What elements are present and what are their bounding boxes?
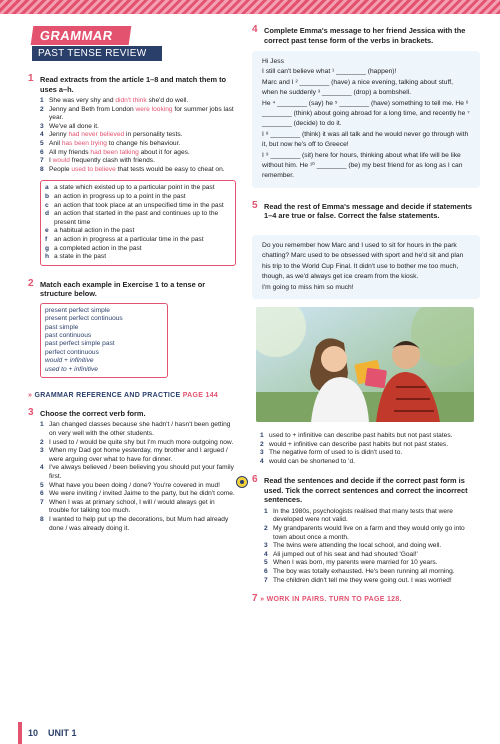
- item-number: 3: [264, 542, 268, 550]
- use-item: [45, 236, 231, 245]
- use-text: an action in progress at a particular time in the past: [54, 235, 204, 243]
- item-text: When my Dad got home yesterday, my brother and I argued / were arguing over what to have for dinner.: [49, 447, 228, 463]
- emma-message-part-1: [252, 51, 480, 188]
- use-letter: b: [45, 192, 50, 200]
- list-item: [40, 516, 236, 533]
- statement-text: would can be shortened to 'd.: [269, 457, 355, 465]
- highlighted-verb: has been trying: [61, 139, 107, 147]
- exercise-5-instruction: [252, 199, 480, 221]
- list-item: [40, 421, 236, 438]
- highlighted-verb: used to believe: [71, 165, 116, 173]
- exercise-7-text: WORK IN PAIRS. TURN TO PAGE 128.: [266, 596, 402, 604]
- highlighted-verb: had been talking: [90, 148, 139, 156]
- use-text: an action that took place at an unspecified time in the past: [54, 201, 224, 209]
- exercise-4-number: 4: [252, 24, 258, 35]
- exercise-1-text: Read extracts from the article 1–8 and match them to uses a–h.: [40, 75, 227, 94]
- top-decorative-stripe: [0, 0, 500, 14]
- exercise-2-instruction: [28, 277, 236, 299]
- item-text: I used to / would be quite shy but I'm much more outgoing now.: [49, 438, 234, 446]
- highlighted-verb: had never believed: [68, 131, 125, 139]
- message-body: Do you remember how Marc and I used to sit for hours in the park chatting? Marc used to be obsessed with sport and he'd sit and plan his trip to the World Cup Final. It didn't use to bother me too much, though, as we'd always get ice cream from the kiosk.: [262, 241, 464, 281]
- couple-illustration: [256, 307, 474, 422]
- use-letter: g: [45, 244, 50, 252]
- message-line: Marc and I ² ________ (have) a nice evening, talking about stuff, when he suddenly ³ ________ (drop) a bombshell.: [262, 78, 453, 97]
- highlighted-verb: would: [52, 157, 70, 165]
- item-text: My grandparents would live on a farm and they would only go into town about once a month.: [273, 524, 465, 541]
- couple-photo: [256, 307, 474, 422]
- statement-number: 4: [260, 457, 264, 465]
- list-item: [264, 525, 480, 542]
- item-number: 1: [40, 97, 44, 104]
- item-text: about it for ages.: [138, 148, 190, 156]
- statement-item: [260, 449, 480, 458]
- structure-item: present perfect simple: [45, 306, 110, 314]
- exercise-2-number: 2: [28, 277, 34, 289]
- list-item: [40, 97, 236, 106]
- message-gap-lines: [262, 67, 470, 181]
- structure-item: past perfect simple past: [45, 340, 115, 348]
- list-item: [264, 551, 480, 560]
- banner-title: GRAMMAR: [31, 26, 132, 45]
- list-item: [40, 149, 236, 158]
- item-text: All my friends: [49, 148, 91, 156]
- use-text: a habitual action in the past: [54, 227, 135, 235]
- statement-item: [260, 441, 480, 450]
- structure-item: used to + infinitive: [45, 365, 98, 373]
- item-text: When I was at primary school, I will / would always get in trouble for talking too much.: [49, 498, 215, 515]
- left-column: [28, 26, 236, 533]
- exercise-3-text: Choose the correct verb form.: [40, 408, 146, 418]
- item-text: I wanted to help put up the decorations, but Mum had already done / was already doing it.: [49, 515, 229, 532]
- item-number: 6: [264, 567, 268, 575]
- structure-item: would + infinitive: [45, 357, 94, 365]
- exercise-5-statements: [260, 432, 480, 466]
- list-item: [40, 140, 236, 149]
- item-text: The children didn't tell me they were going out. I was worried!: [273, 576, 452, 584]
- exercise-1-instruction: [28, 75, 236, 94]
- statement-item: [260, 458, 480, 467]
- exercise-7-number: 7: [252, 593, 258, 605]
- item-number: 3: [40, 447, 44, 455]
- item-number: 7: [40, 498, 44, 506]
- item-text: for summer jobs last year.: [49, 105, 234, 122]
- item-number: 5: [40, 481, 44, 489]
- item-text: Anil: [49, 139, 62, 147]
- list-item: [264, 568, 480, 577]
- item-text: People: [49, 165, 72, 173]
- item-number: 1: [40, 421, 44, 429]
- item-number: 7: [264, 576, 268, 584]
- grammar-reference-text: GRAMMAR REFERENCE AND PRACTICE: [34, 391, 181, 399]
- list-item: [40, 123, 236, 132]
- statement-text: The negative form of used to is didn't used to.: [269, 449, 403, 457]
- use-letter: c: [45, 201, 49, 209]
- list-item: [40, 464, 236, 481]
- use-text: an action that started in the past and continues up to the present time: [54, 210, 219, 226]
- message-line: I ⁹ ________ (sit) here for hours, thinking about what life will be like without him. He ¹⁰ ________ (be) my best friend for as long as I can remember.: [262, 151, 463, 180]
- item-number: 1: [264, 507, 268, 515]
- item-text: Jenny and Beth from London: [49, 105, 136, 113]
- item-number: 2: [40, 438, 44, 446]
- item-text: She was very shy and: [49, 97, 116, 104]
- exercise-5-number: 5: [252, 199, 258, 211]
- list-item: [40, 490, 236, 499]
- exercise-1-extracts: [40, 97, 236, 174]
- item-number: 4: [40, 131, 44, 139]
- exercise-6-instruction: [252, 476, 480, 505]
- item-number: 6: [40, 490, 44, 498]
- page-number: 10: [28, 728, 39, 738]
- unit-label: UNIT 1: [48, 728, 77, 738]
- item-text: The twins were attending the local school, and doing well.: [273, 542, 442, 550]
- structure-item: present perfect continuous: [45, 315, 123, 323]
- audio-icon[interactable]: [236, 476, 248, 488]
- exercise-5-text: Read the rest of Emma's message and decide if statements 1–4 are true or false. Correct the false statements.: [264, 201, 472, 221]
- use-item: [45, 184, 231, 193]
- message-line: I ⁸ ________ (think) it was all talk and he would never go through with it, but now he's off to Greece!: [262, 130, 469, 149]
- item-text: What have you been doing / done? You're covered in mud!: [49, 481, 220, 489]
- use-letter: a: [45, 184, 49, 192]
- item-text: We were inviting / invited Jaime to the party, but he didn't come.: [49, 490, 235, 498]
- highlighted-verb: didn't think: [115, 97, 147, 104]
- list-item: [264, 542, 480, 551]
- item-text: that tests would be easy to cheat on.: [115, 165, 225, 173]
- item-number: 8: [40, 515, 44, 523]
- item-text: We've all done it.: [49, 122, 99, 130]
- exercise-6-number: 6: [252, 474, 258, 486]
- structure-item: past simple: [45, 323, 79, 331]
- item-text: Jenny: [49, 131, 69, 139]
- item-text: The boy was totally exhausted. He's been running all morning.: [273, 567, 455, 575]
- item-text: Jan changed classes because she hadn't / hasn't been getting on very well with the other students.: [49, 421, 231, 438]
- item-number: 5: [40, 139, 44, 147]
- list-item: [40, 439, 236, 448]
- item-text: In the 1980s, psychologists realised that many tests that were developed were not valid.: [273, 507, 453, 524]
- exercise-7-link[interactable]: [252, 593, 480, 604]
- use-text: a state which existed up to a particular point in the past: [54, 184, 215, 192]
- exercise-4-text: Complete Emma's message to her friend Jessica with the correct past tense form of the verbs in brackets.: [264, 26, 466, 45]
- list-item: [40, 447, 236, 464]
- double-chevron-icon: »: [260, 596, 265, 604]
- use-item: [45, 245, 231, 254]
- right-column: [252, 26, 480, 604]
- exercise-1-number: 1: [28, 73, 34, 84]
- exercise-2-structures-box: [40, 303, 168, 378]
- page-footer: [0, 722, 500, 744]
- list-item: [40, 131, 236, 140]
- item-text: I: [49, 157, 53, 165]
- emma-message-part-2: [252, 235, 480, 299]
- item-text: Ali jumped out of his seat and had shouted 'Goal!': [273, 550, 418, 558]
- list-item: [40, 166, 236, 175]
- list-item: [264, 559, 480, 568]
- item-text: to change his behaviour.: [106, 139, 181, 147]
- item-number: 5: [264, 559, 268, 567]
- statement-text: would + infinitive can describe past habits but not past states.: [269, 440, 449, 448]
- item-number: 3: [40, 122, 44, 130]
- exercise-6-items: [264, 508, 480, 585]
- message-line: I still can't believe what ¹ ________ (happen)!: [262, 68, 397, 76]
- statement-text: used to + infinitive can describe past habits but not past states.: [269, 431, 453, 439]
- exercise-1-uses-box: [40, 180, 236, 265]
- item-number: 2: [40, 105, 44, 113]
- structure-item: perfect continuous: [45, 348, 99, 356]
- item-number: 8: [40, 165, 44, 173]
- item-text: When I was born, my parents were married for 10 years.: [273, 559, 438, 567]
- exercise-3-number: 3: [28, 406, 34, 418]
- item-number: 6: [40, 148, 44, 156]
- exercise-3-instruction: [28, 406, 236, 419]
- list-item: [40, 106, 236, 123]
- use-letter: e: [45, 227, 49, 235]
- item-text: I've always believed / been believing you should put your family first.: [49, 464, 234, 480]
- use-item: [45, 193, 231, 202]
- use-item: [45, 202, 231, 211]
- statement-number: 3: [260, 449, 264, 457]
- use-text: an action in progress up to a point in the past: [54, 192, 186, 200]
- list-item: [40, 499, 236, 516]
- grammar-reference-page: PAGE 144: [182, 391, 219, 399]
- message-closing: I'm going to miss him so much!: [262, 283, 354, 291]
- use-text: a completed action in the past: [54, 244, 142, 252]
- item-number: 4: [40, 464, 44, 472]
- footer-accent-bar: [18, 722, 22, 744]
- use-item: [45, 227, 231, 236]
- message-line: He ⁴ ________ (say) he ⁵ ________ (have) something to tell me. He ⁶ ________ (think) about going abroad for a long time, and recently he ⁷ ________ (decide) to do it.: [262, 99, 470, 128]
- highlighted-verb: were looking: [135, 105, 173, 113]
- use-text: a state in the past: [54, 253, 107, 261]
- double-chevron-icon: »: [28, 391, 33, 399]
- exercise-6-text: Read the sentences and decide if the correct past form is used. Tick the correct sentences and correct the incorrect sentences.: [264, 476, 468, 505]
- list-item: [40, 157, 236, 166]
- grammar-reference-link[interactable]: [28, 392, 236, 399]
- use-item: [45, 253, 231, 262]
- exercise-4-instruction: [252, 26, 480, 45]
- list-item: [264, 577, 480, 586]
- statement-number: 1: [260, 431, 264, 439]
- statement-item: [260, 432, 480, 441]
- item-number: 2: [264, 524, 268, 532]
- exercise-3-items: [40, 421, 236, 533]
- item-text: frequently clash with friends.: [69, 157, 155, 165]
- item-text: in personality tests.: [124, 131, 183, 139]
- use-letter: d: [45, 210, 50, 218]
- list-item: [40, 482, 236, 491]
- item-text: she'd do well.: [146, 97, 189, 104]
- use-letter: h: [45, 253, 50, 261]
- exercise-2-text: Match each example in Exercise 1 to a tense or structure below.: [40, 279, 206, 299]
- use-letter: f: [45, 235, 48, 243]
- banner-subtitle: PAST TENSE REVIEW: [32, 46, 162, 61]
- item-number: 4: [264, 550, 268, 558]
- use-item: [45, 210, 231, 227]
- section-banner: [32, 26, 162, 61]
- message-greeting: Hi Jess: [262, 58, 284, 65]
- list-item: [264, 508, 480, 525]
- item-number: 7: [40, 157, 44, 165]
- statement-number: 2: [260, 440, 264, 448]
- structure-item: past continuous: [45, 331, 92, 339]
